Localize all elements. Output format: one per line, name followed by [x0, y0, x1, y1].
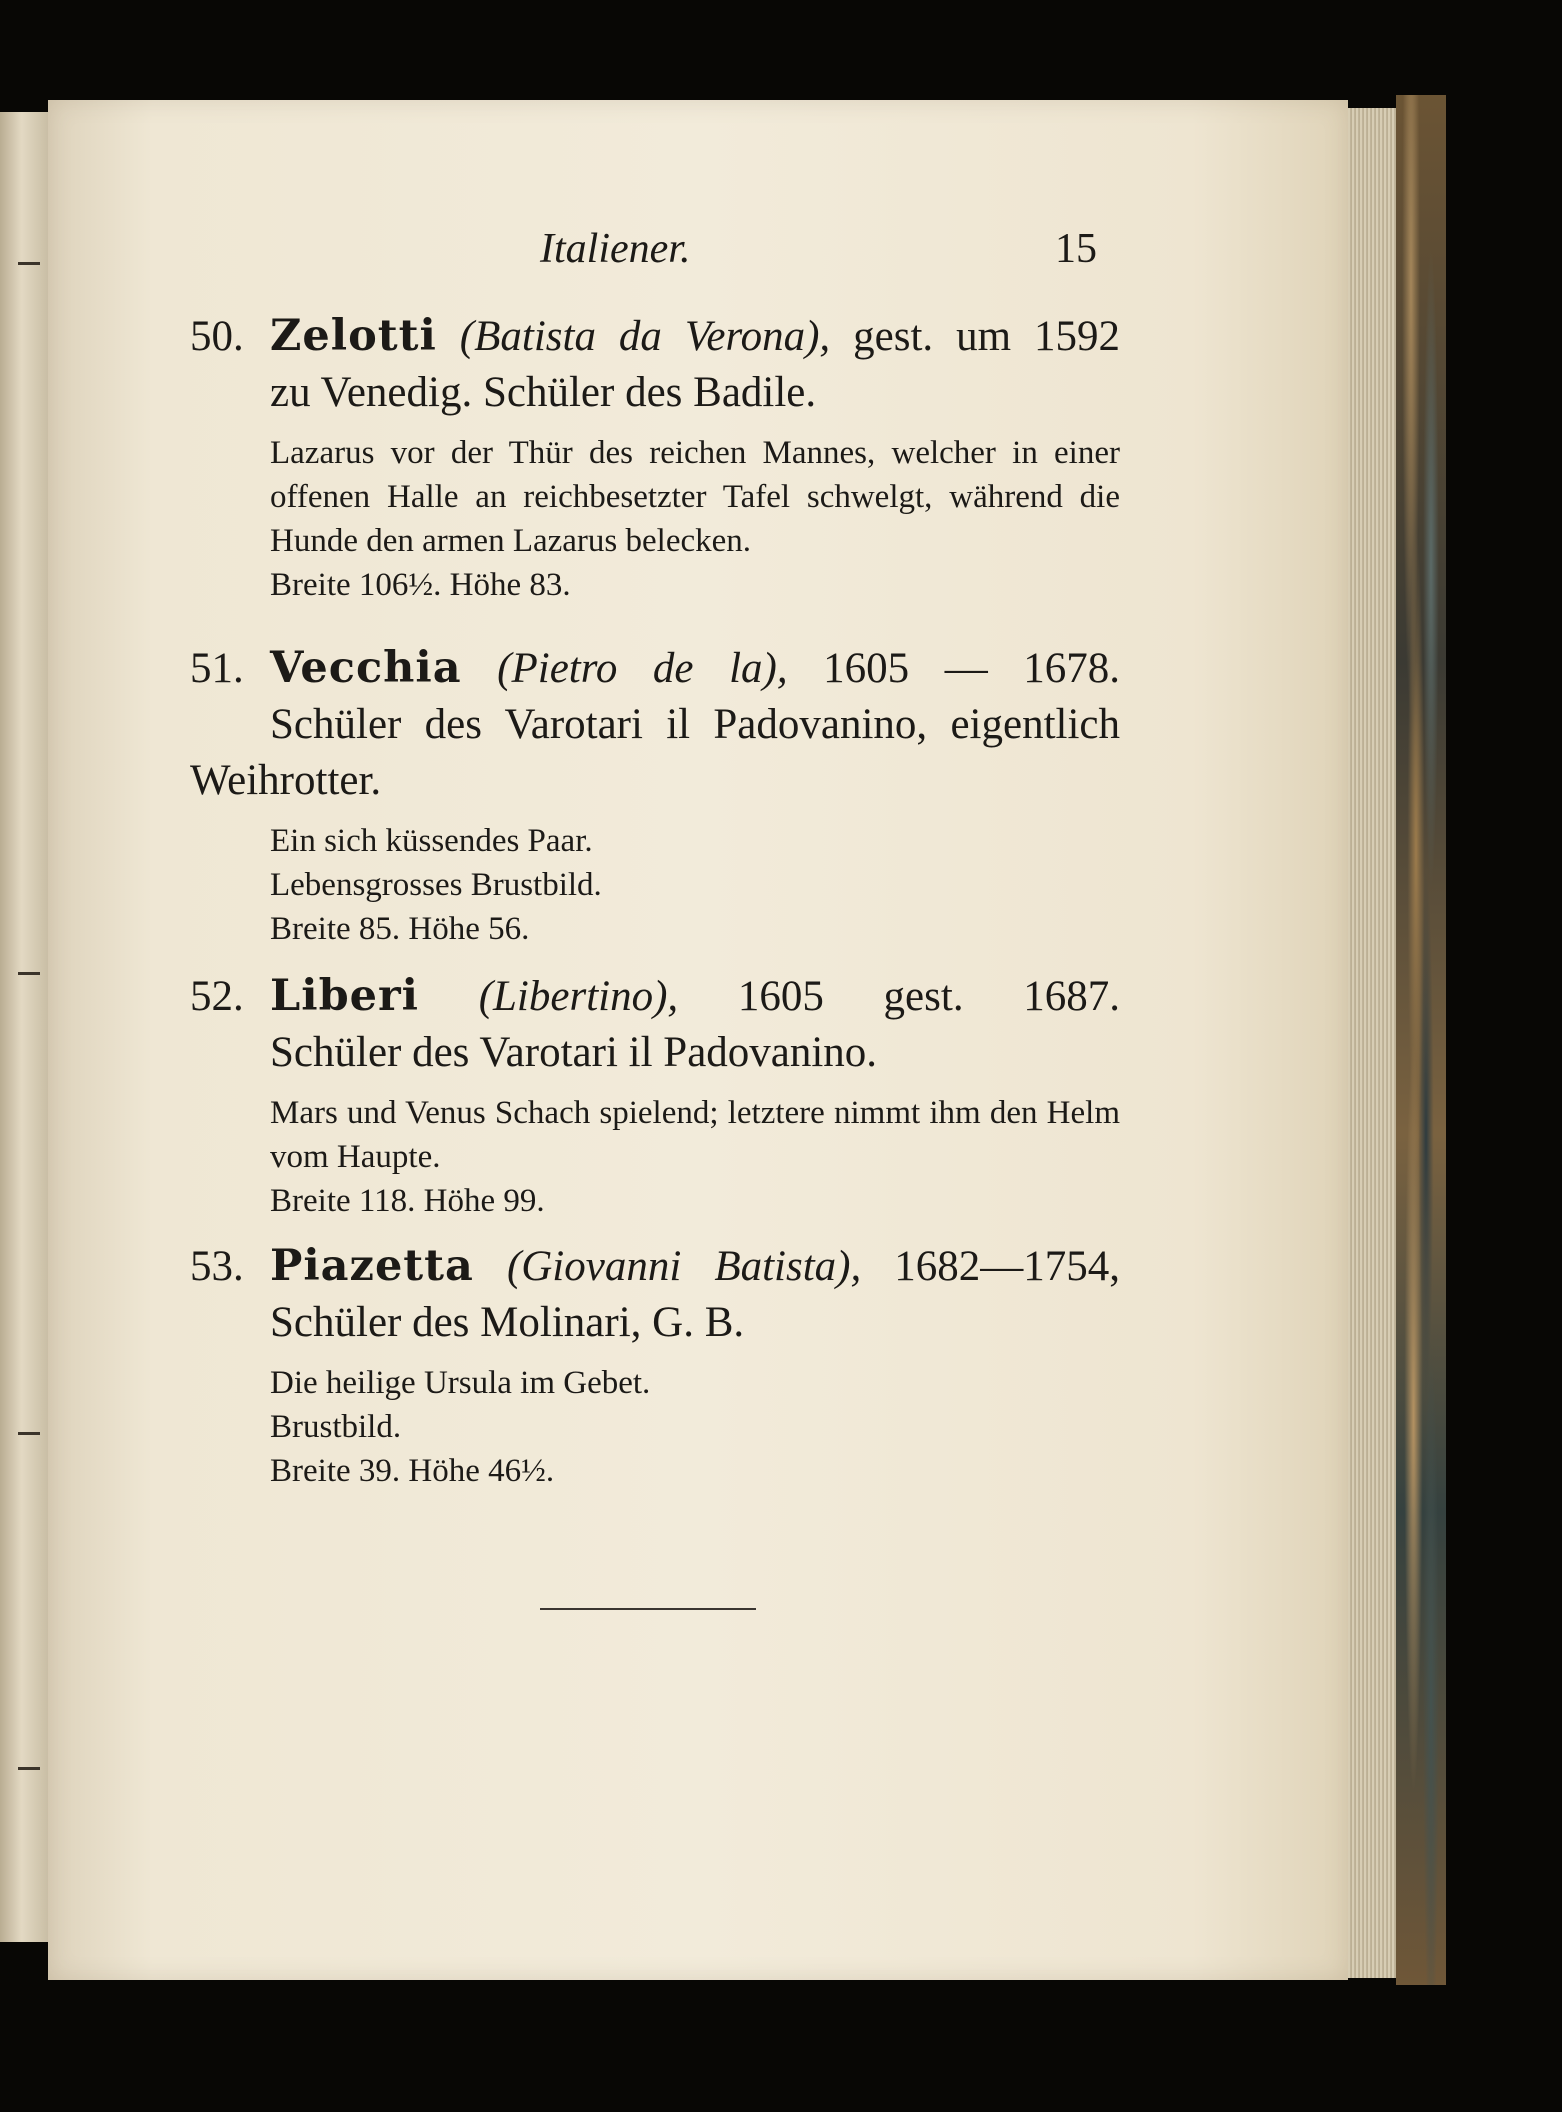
marbled-cover: [1396, 95, 1446, 1985]
work-description: [270, 431, 1120, 607]
margin-mark: [18, 1432, 40, 1435]
section-end-rule: [540, 1608, 756, 1610]
work-title: Die heilige Ursula im Gebet.: [270, 1365, 651, 1401]
work-dimensions: Breite 85. Höhe 56.: [270, 911, 530, 947]
work-dimensions: Breite 118. Höhe 99.: [270, 1183, 545, 1219]
entry-number: 53.: [190, 1243, 244, 1290]
artist-description: Schüler des Molinari, G. B.: [270, 1299, 745, 1346]
entry-number: 51.: [190, 645, 244, 692]
artist-dates: 1682—1754,: [894, 1243, 1121, 1290]
artist-dates: 1605 gest. 1687.: [737, 973, 1121, 1020]
entry-heading: [190, 1238, 1120, 1351]
entry-number: 50.: [190, 313, 244, 360]
artist-detail: (Pietro de la),: [497, 645, 788, 692]
page-block-edges: [1348, 108, 1396, 1978]
artist-description: zu Venedig. Schüler des Badile.: [270, 369, 817, 416]
artist-name: Liberi: [270, 971, 419, 1021]
running-head: Italiener.: [540, 226, 691, 272]
entry-heading: [190, 308, 1120, 421]
entry-number: 52.: [190, 973, 244, 1020]
artist-detail: (Batista da Verona),: [459, 313, 831, 360]
work-description: [270, 1091, 1120, 1223]
work-title: Mars und Venus Schach spielend; letztere nimmt ihm den Helm vom Haupte.: [270, 1095, 1120, 1175]
work-note: Brustbild.: [270, 1409, 402, 1445]
catalog-entry: [190, 640, 1120, 951]
artist-detail: (Libertino),: [478, 973, 679, 1020]
margin-mark: [18, 262, 40, 265]
entry-heading: [190, 640, 1120, 809]
work-description: [270, 1361, 1120, 1493]
artist-name: Piazetta: [270, 1241, 474, 1291]
work-title: Lazarus vor der Thür des reichen Mannes, welcher in einer offenen Halle an reichbesetzter Tafel schwelgt, während die Hunde den armen Lazarus belecken.: [270, 435, 1120, 559]
margin-mark: [18, 972, 40, 975]
catalog-entry: [190, 308, 1120, 607]
work-dimensions: Breite 106½. Höhe 83.: [270, 567, 571, 603]
artist-name: Vecchia: [270, 643, 462, 693]
artist-description: Schüler des Varotari il Padovanino.: [270, 1029, 878, 1076]
margin-mark: [18, 1767, 40, 1770]
artist-dates: gest. um 1592: [853, 313, 1121, 360]
facing-page-edge: [0, 112, 50, 1942]
artist-description: Schüler des Varotari il Padovanino, eigentlich Weihrotter.: [190, 701, 1120, 804]
artist-dates: 1605 — 1678.: [823, 645, 1121, 692]
page-number: 15: [1055, 226, 1097, 272]
work-title: Ein sich küssendes Paar.: [270, 823, 593, 859]
work-dimensions: Breite 39. Höhe 46½.: [270, 1453, 555, 1489]
entry-heading: [190, 968, 1120, 1081]
catalog-entry: [190, 1238, 1120, 1493]
artist-name: Zelotti: [270, 311, 437, 361]
catalog-entry: [190, 968, 1120, 1223]
artist-detail: (Giovanni Batista),: [506, 1243, 862, 1290]
work-description: [270, 819, 1120, 951]
work-note: Lebensgrosses Brustbild.: [270, 867, 602, 903]
